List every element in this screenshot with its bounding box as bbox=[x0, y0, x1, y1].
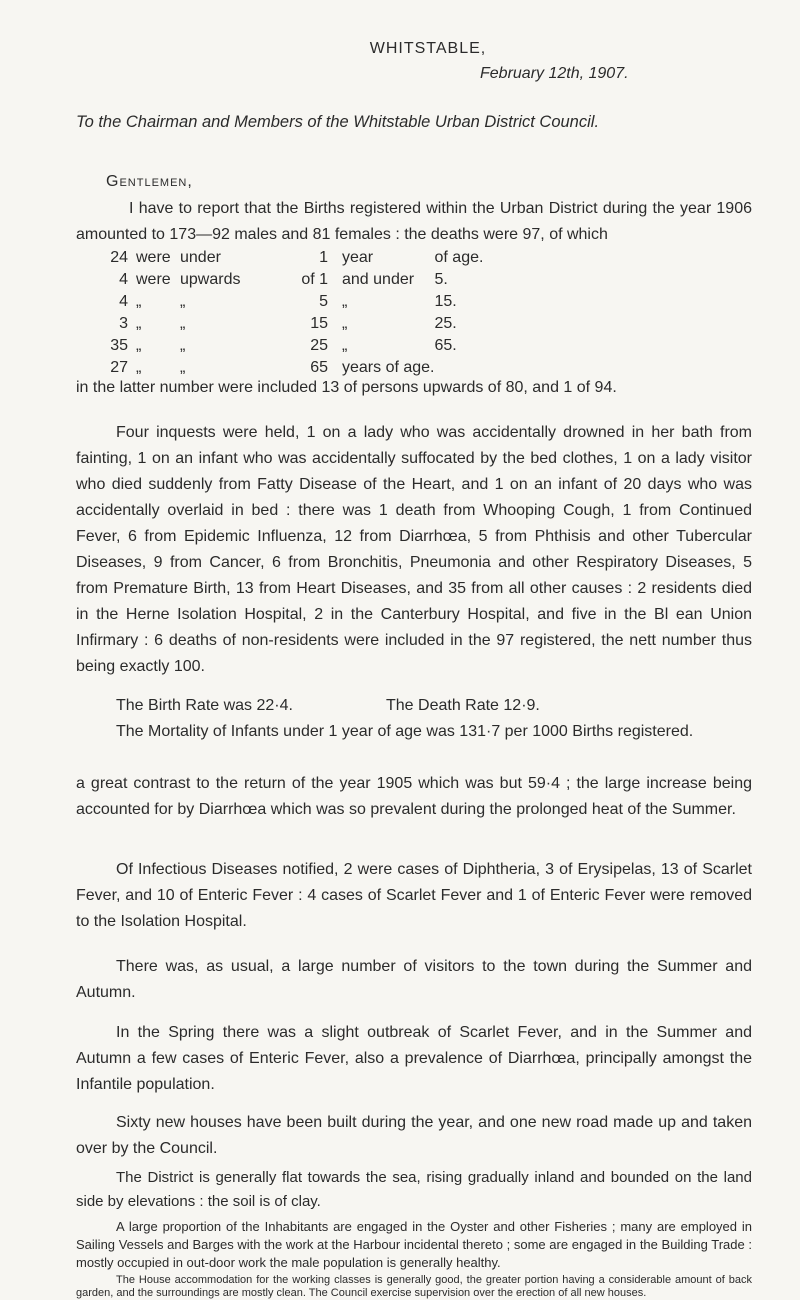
age-cell-a: 65 bbox=[310, 359, 328, 376]
age-cell-b: year bbox=[342, 249, 374, 266]
salutation: Gentlemen, bbox=[106, 173, 193, 190]
age-cell-c: 65. bbox=[434, 337, 457, 354]
age-cell-n: 3 bbox=[119, 315, 128, 332]
age-cell-w: were bbox=[136, 271, 171, 288]
age-row bbox=[98, 335, 483, 357]
age-cell-a: 25 bbox=[310, 337, 328, 354]
age-cell-n: 4 bbox=[119, 293, 128, 310]
age-cell-c: of age. bbox=[434, 249, 484, 266]
housing-paragraph bbox=[76, 1274, 752, 1300]
housing-text: The House accommodation for the working classes is generally good, the greater portion having a considerable amount of back garden, and the surroundings are mostly clean. The Council exercise supervision over the erection of all new houses. bbox=[76, 1274, 752, 1299]
intro-paragraph bbox=[76, 196, 752, 248]
age-cell-c: 5. bbox=[434, 271, 448, 288]
age-cell-u: „ bbox=[180, 293, 186, 310]
infectious-paragraph bbox=[76, 857, 752, 935]
rates-block bbox=[116, 693, 756, 745]
houses-paragraph bbox=[76, 1110, 752, 1162]
age-cell-u: under bbox=[180, 249, 221, 266]
age-cell-w: „ bbox=[136, 315, 142, 332]
age-cell-n: 27 bbox=[110, 359, 128, 376]
age-row bbox=[98, 291, 483, 313]
age-cell-u: „ bbox=[180, 315, 186, 332]
contrast-paragraph: a great contrast to the return of the year 1905 which was but 59·4 ; the large increase being accounted for by Diarrhœa which was so prevalent during the prolonged heat of the Summer. bbox=[76, 775, 752, 818]
visitors-paragraph bbox=[76, 954, 752, 1006]
spring-text: In the Spring there was a slight outbreak of Scarlet Fever, and in the Summer and Autumn a few cases of Enteric Fever, also a prevalence of Diarrhœa, principally amongst the Infantile population. bbox=[76, 1024, 752, 1093]
death-rate: The Death Rate 12·9. bbox=[386, 697, 540, 714]
houses-text: Sixty new houses have been built during the year, and one new road made up and taken over by the Council. bbox=[76, 1114, 752, 1157]
rates-row bbox=[116, 693, 756, 719]
age-cell-w: were bbox=[136, 249, 171, 266]
intro-text: I have to report that the Births registered within the Urban District during the year 1906 amounted to 173—92 males and 81 females : the deaths were 97, of which bbox=[76, 200, 752, 243]
age-row bbox=[98, 313, 483, 335]
age-cell-a: of 1 bbox=[301, 271, 328, 288]
spring-paragraph bbox=[76, 1020, 752, 1098]
inquests-paragraph bbox=[76, 420, 752, 680]
visitors-text: There was, as usual, a large number of visitors to the town during the Summer and Autumn. bbox=[76, 958, 752, 1001]
inquests-text: Four inquests were held, 1 on a lady who was accidentally drowned in her bath from fainting, 1 on an infant who was accidentally suffocated by the bed clothes, 1 on a lady visitor who died suddenly from Fatty Disease of the Heart, and 1 on an infant of 20 days who was accidentally overlaid in bed : there was 1 death from Whooping Cough, 1 from Continued Fever, 6 from Epidemic Influenza, 12 from Diarrhœa, 5 from Phthisis and other Tubercular Diseases, 9 from Cancer, 6 from Bronchitis, Pneumonia and other Respiratory Diseases, 5 from Premature Birth, 13 from Heart Diseases, and 35 from all other causes : 2 residents died in the Herne Isolation Hospital, 2 in the Canterbury Hospital, and five in the Bl ean Union Infirmary : 6 deaths of non-residents were included in the 97 registered, the nett number thus being exactly 100. bbox=[76, 424, 752, 675]
age-cell-u: „ bbox=[180, 359, 186, 376]
age-cell-b: and under bbox=[342, 271, 415, 288]
age-cell-b: „ bbox=[342, 337, 348, 354]
place-heading: WHITSTABLE, bbox=[369, 40, 487, 57]
letter-date: February 12th, 1907. bbox=[480, 65, 629, 82]
infant-mortality-text: The Mortality of Infants under 1 year of age was 131·7 per 1000 Births registered. bbox=[116, 723, 694, 740]
age-cell-b: „ bbox=[342, 293, 348, 310]
age-cell-n: 35 bbox=[110, 337, 128, 354]
age-cell-w: „ bbox=[136, 359, 142, 376]
district-text: The District is generally flat towards the sea, rising gradually inland and bounded on the land side by elevations : the soil is of clay. bbox=[76, 1169, 752, 1210]
age-cell-n: 4 bbox=[119, 271, 128, 288]
age-cell-a: 15 bbox=[310, 315, 328, 332]
age-cell-u: „ bbox=[180, 337, 186, 354]
elderly-deaths-line: in the latter number were included 13 of persons upwards of 80, and 1 of 94. bbox=[76, 379, 617, 396]
age-cell-w: „ bbox=[136, 293, 142, 310]
infectious-text: Of Infectious Diseases notified, 2 were cases of Diphtheria, 3 of Erysipelas, 13 of Scarlet Fever, and 10 of Enteric Fever : 4 cases of Scarlet Fever and 1 of Enteric Fever were removed to the Isolation Hospital. bbox=[76, 861, 752, 930]
birth-rate: The Birth Rate was 22·4. bbox=[116, 697, 293, 714]
age-cell-n: 24 bbox=[110, 249, 128, 266]
age-cell-a: 5 bbox=[319, 293, 328, 310]
inhabitants-paragraph bbox=[76, 1218, 752, 1272]
age-row bbox=[98, 247, 483, 269]
age-cell-c: 15. bbox=[434, 293, 457, 310]
age-cell-b: years of age. bbox=[342, 359, 435, 376]
age-cell-b: „ bbox=[342, 315, 348, 332]
age-cell-u: upwards bbox=[180, 271, 241, 288]
age-cell-w: „ bbox=[136, 337, 142, 354]
inhabitants-text: A large proportion of the Inhabitants are engaged in the Oyster and other Fisheries ; many are employed in Sailing Vessels and Barges with the work at the Harbour incidental thereto ; some are engaged in the Building Trade : mostly occupied in out-door work the male population is generally healthy. bbox=[76, 1219, 752, 1270]
infant-mortality bbox=[116, 719, 736, 745]
district-paragraph bbox=[76, 1166, 752, 1214]
age-cell-a: 1 bbox=[319, 249, 328, 266]
deaths-by-age-table bbox=[98, 247, 483, 379]
addressee-line: To the Chairman and Members of the Whitstable Urban District Council. bbox=[76, 113, 600, 131]
age-cell-c: 25. bbox=[434, 315, 457, 332]
age-row bbox=[98, 269, 483, 291]
